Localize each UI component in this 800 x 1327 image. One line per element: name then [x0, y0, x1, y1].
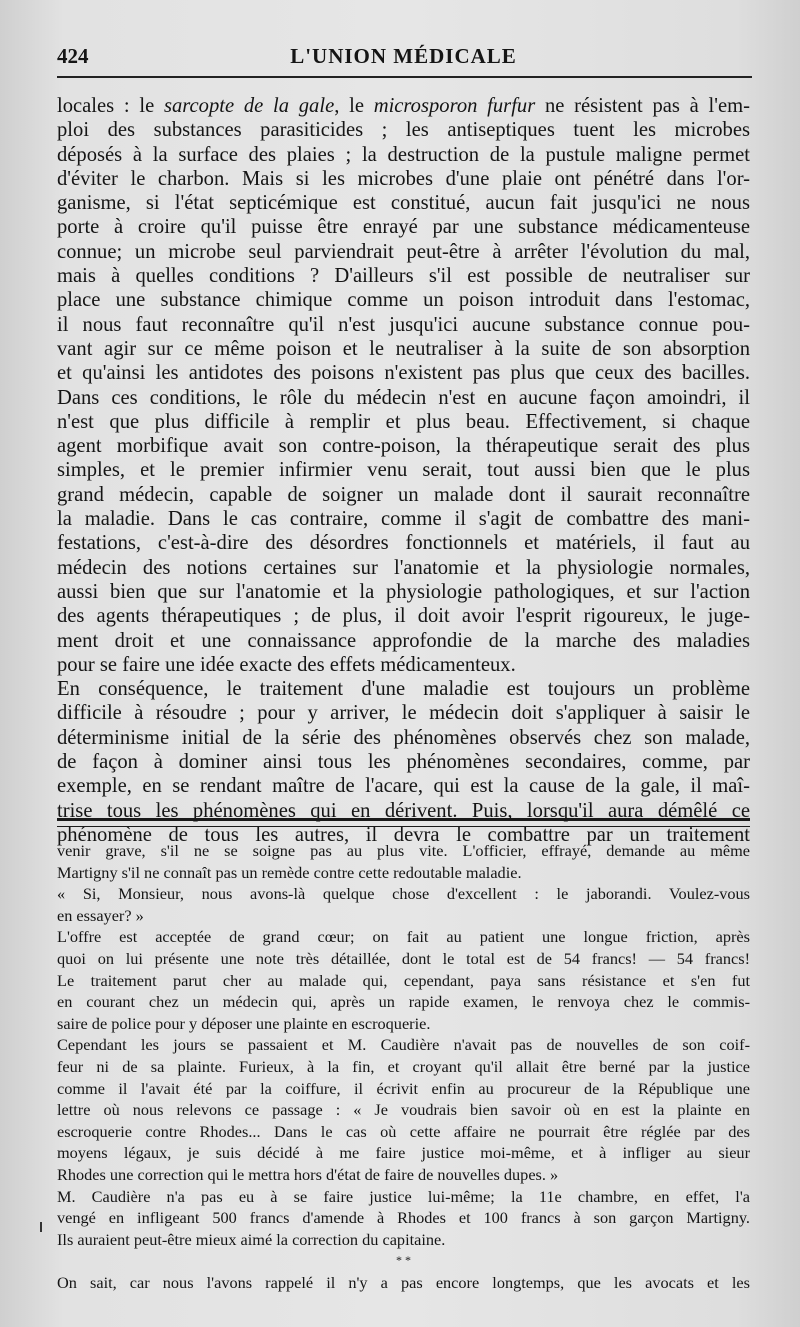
feuilleton-line: moyens légaux, je suis décidé à me faire justice moi-même, et à infliger au sieur [57, 1143, 750, 1163]
text-fragment: locales : le [57, 95, 164, 117]
feuilleton-line: « Si, Monsieur, nous avons-là quelque chose d'excellent : le jaborandi. Voulez-vous [57, 884, 750, 904]
text-line: pour se faire une idée exacte des effets médicamenteux. [57, 653, 516, 676]
page-header [57, 42, 750, 72]
text-line: grand médecin, capable de soigner un malade dont il saurait reconnaître [57, 483, 750, 506]
text-line: place une substance chimique comme un poison introduit dans l'estomac, [57, 289, 750, 312]
italic-term: sarcopte de la gale [163, 95, 335, 117]
feuilleton-line: lettre où nous relevons ce passage : « Je voudrais bien savoir où en est la plainte en [57, 1100, 750, 1120]
feuilleton-line: On sait, car nous l'avons rappelé il n'y a pas encore longtemps, que les avocats et les [57, 1272, 750, 1292]
text-line: simples, et le premier infirmier venu serait, tout aussi bien que le plus [57, 459, 750, 482]
text-line: ploi des substances parasiticides ; les antiseptiques tuent les microbes [57, 119, 750, 142]
italic-term: microsporon furfur [373, 95, 536, 117]
text-line: ment droit et une connaissance approfondie de la marche des maladies [57, 629, 750, 652]
feuilleton-line: M. Caudière n'a pas eu à se faire justice lui-même; la 11e chambre, en effet, l'a [57, 1186, 750, 1206]
feuilleton-line: Rhodes une correction qui le mettra hors d'état de faire de nouvelles dupes. » [57, 1164, 559, 1184]
feuilleton-line: L'offre est acceptée de grand cœur; on fait au patient une longue friction, après [57, 927, 750, 947]
text-fragment: , le [334, 95, 374, 117]
text-line: déterminisme initial de la série des phénomènes observés chez son malade, [57, 726, 750, 749]
text-line: et qu'ainsi les antidotes des poisons n'existent pas plus que ceux des bacilles. [57, 362, 750, 385]
text-line: En conséquence, le traitement d'une maladie est toujours un problème [57, 678, 750, 701]
text-line: difficile à résoudre ; pour y arriver, le médecin doit s'appliquer à saisir le [57, 702, 750, 725]
section-separator: * * [396, 1253, 411, 1268]
feuilleton-line: en essayer? » [57, 905, 144, 925]
feuilleton-line: Ils auraient peut-être mieux aimé la correction du capitaine. [57, 1229, 446, 1249]
text-line: médecin des notions certaines sur l'anatomie et la physiologie normales, [57, 556, 750, 579]
feuilleton-line: escroquerie contre Rhodes... Dans le cas où cette affaire ne pourrait être réglée par des [57, 1121, 750, 1141]
feuilleton-line: en courant chez un médecin qui, après un rapide examen, le renvoya chez le commis- [57, 992, 750, 1012]
feuilleton-line: venir grave, s'il ne se soigne pas au plus vite. L'officier, effrayé, demande au même [57, 841, 750, 860]
text-fragment: ne résistent pas à l'em- [535, 95, 750, 117]
text-line: Dans ces conditions, le rôle du médecin n'est en aucune façon amoindri, il [57, 386, 750, 409]
text-line: ganisme, si l'état septicémique est constitué, aucun fait jusqu'ici ne nous [57, 192, 750, 215]
text-line: n'est que plus difficile à remplir et plus beau. Effectivement, si chaque [57, 410, 750, 433]
page-number: 424 [57, 44, 89, 68]
text-line: il nous faut reconnaître qu'il n'est jusqu'ici aucune substance connue pou- [57, 313, 750, 336]
text-line: vant agir sur ce même poison et le neutraliser à la suite de son absorption [57, 337, 750, 360]
text-line [57, 94, 750, 118]
main-article-text [57, 94, 750, 847]
running-title: L'UNION MÉDICALE [290, 44, 517, 68]
feuilleton-text [57, 840, 750, 1293]
feuilleton-line: comme il l'avait été par la coiffure, il écrivit enfin au procureur de la République une [57, 1078, 750, 1098]
text-line: déposés à la surface des plaies ; la destruction de la pustule maligne permet [57, 143, 750, 166]
text-line: trise tous les phénomènes qui en dérivent. Puis, lorsqu'il aura démêlé ce [57, 799, 750, 822]
text-line: exemple, en se rendant maître de l'acare, qui est la cause de la gale, il maî- [57, 775, 750, 798]
header-rule [57, 76, 752, 78]
margin-mark [40, 1222, 42, 1232]
text-line: d'éviter le charbon. Mais si les microbes d'une plaie ont pénétré dans l'or- [57, 167, 750, 190]
text-line: festations, c'est-à-dire des désordres fonctionnels et matériels, il faut au [57, 532, 750, 555]
feuilleton-line: vengé en infligeant 500 francs d'amende à Rhodes et 100 francs à son garçon Martigny. [57, 1208, 750, 1228]
text-line: mais à quelles conditions ? D'ailleurs s'il est possible de neutraliser sur [57, 265, 750, 288]
feuilleton-line: Cependant les jours se passaient et M. Caudière n'avait pas de nouvelles de son coif- [57, 1035, 750, 1055]
feuilleton-line: quoi on lui présente une note très détaillée, dont le total est de 54 francs! — 54 francs! [57, 948, 750, 968]
text-line: des agents thérapeutiques ; de plus, il doit avoir l'esprit rigoureux, le juge- [57, 605, 750, 628]
text-line: agent morbifique avait son contre-poison, la thérapeutique serait des plus [57, 435, 750, 458]
text-line: la maladie. Dans le cas contraire, comme il s'agit de combattre des mani- [57, 508, 750, 531]
text-line: aussi bien que sur l'anatomie et la physiologie pathologiques, et sur l'action [57, 580, 750, 603]
text-line: phénomène de tous les autres, il devra le combattre par un traitement [57, 823, 750, 846]
text-line: de façon à dominer ainsi tous les phénomènes secondaires, comme, par [57, 751, 750, 774]
text-line: porte à croire qu'il puisse être enrayé par une substance médicamenteuse [57, 216, 750, 239]
feuilleton-line: feur ni de sa plainte. Furieux, à la fin, et croyant qu'il allait être berné par la justice [57, 1056, 750, 1076]
feuilleton-line: Martigny s'il ne connaît pas un remède contre cette redoutable maladie. [57, 862, 522, 882]
feuilleton-line: saire de police pour y déposer une plainte en escroquerie. [57, 1013, 431, 1033]
feuilleton-divider [57, 818, 750, 827]
text-line: connue; un microbe seul parviendrait peut-être à arrêter l'évolution du mal, [57, 240, 750, 263]
feuilleton-line: Le traitement parut cher au malade qui, cependant, paya sans résistance et s'en fut [57, 970, 750, 990]
